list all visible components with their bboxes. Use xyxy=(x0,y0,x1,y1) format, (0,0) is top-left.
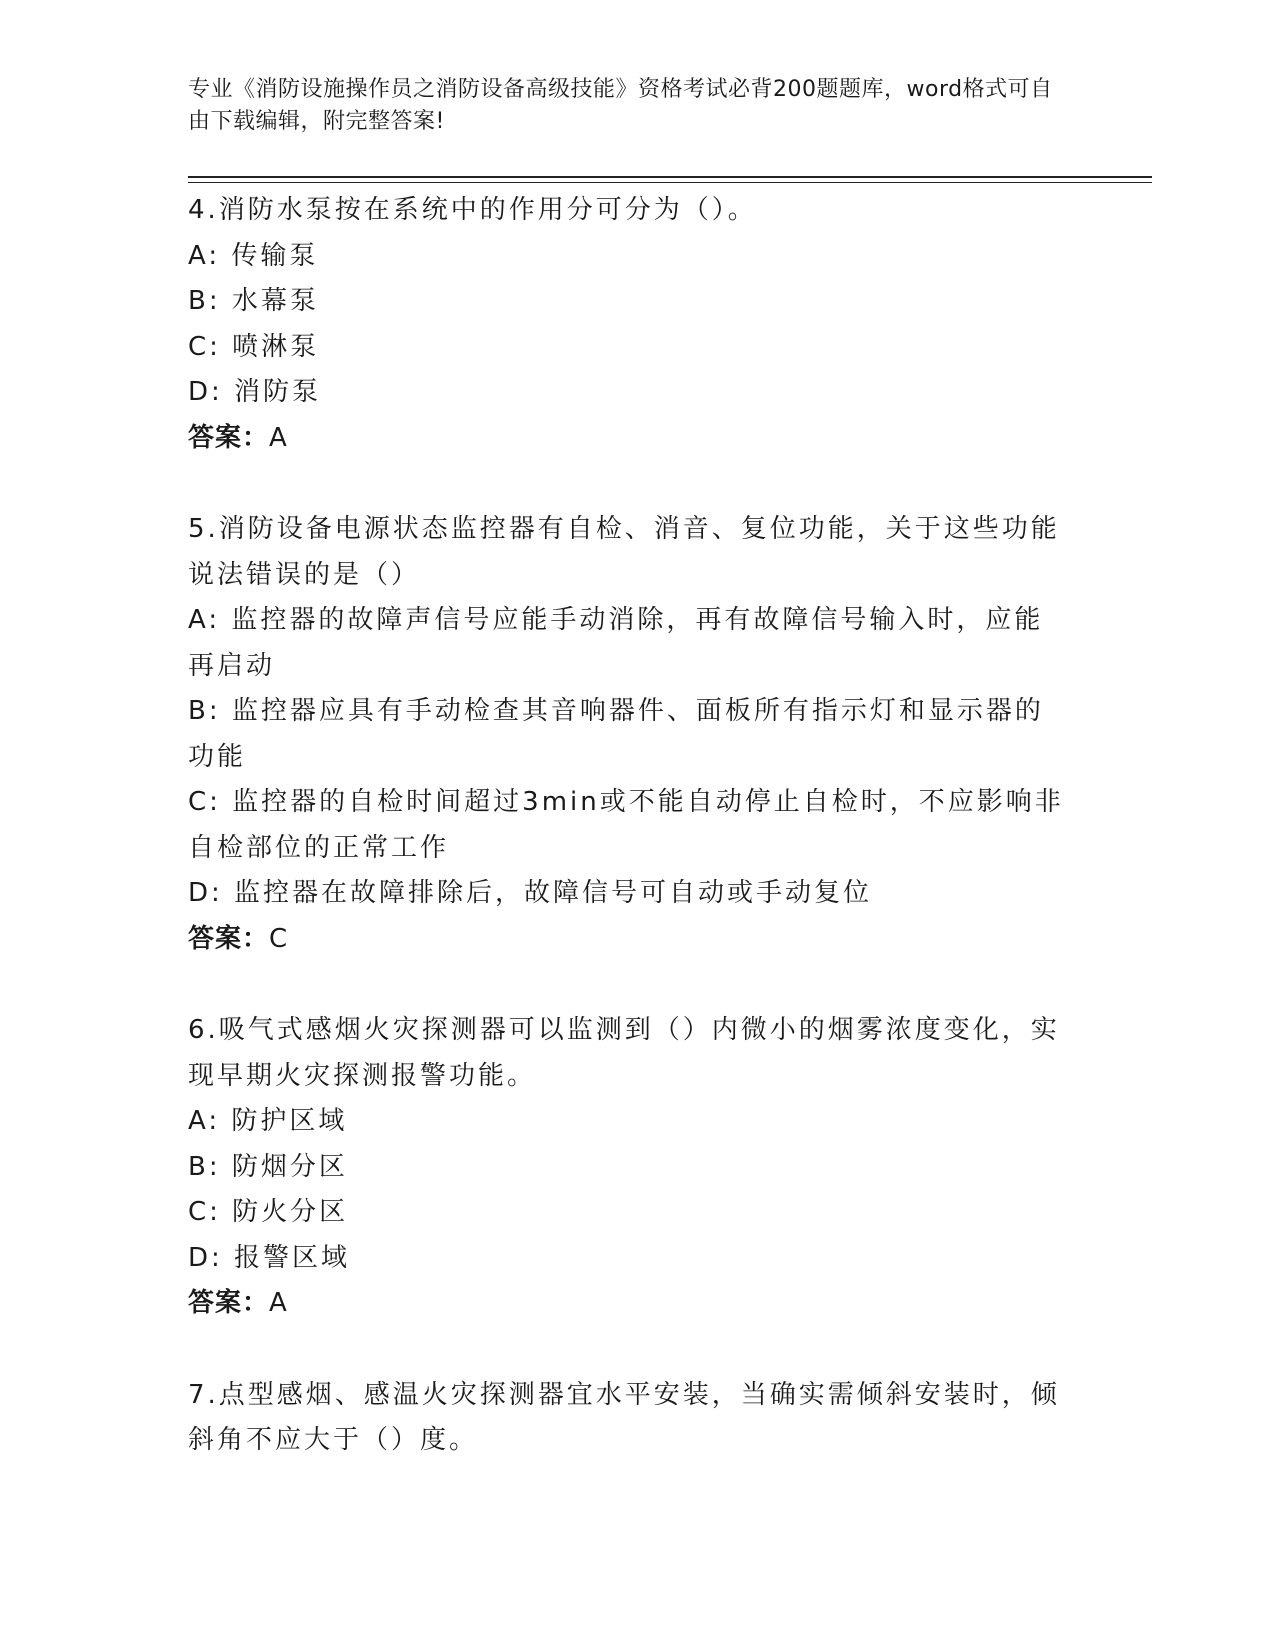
option-d: D: 监控器在故障排除后，故障信号可自动或手动复位 xyxy=(188,878,873,908)
question-stem: 5.消防设备电源状态监控器有自检、消音、复位功能，关于这些功能说法错误的是（） xyxy=(188,514,1060,590)
question-item xyxy=(188,1373,1068,1464)
option-c: C: 喷淋泵 xyxy=(188,331,320,362)
question-item xyxy=(188,188,1068,461)
answer-label: 答案： xyxy=(188,923,270,954)
question-item xyxy=(188,507,1068,962)
document-header: 专业《消防设施操作员之消防设备高级技能》资格考试必背200题题库，word格式可自由下载编辑，附完整答案! xyxy=(188,77,1053,134)
option-b: B: 监控器应具有手动检查其音响器件、面板所有指示灯和显示器的功能 xyxy=(188,696,1044,772)
header-divider-thick xyxy=(188,176,1152,178)
question-stem: 6.吸气式感烟火灾探测器可以监测到（）内微小的烟雾浓度变化，实现早期火灾探测报警功能。 xyxy=(188,1015,1060,1091)
option-a: A: 防护区域 xyxy=(188,1106,348,1136)
option-b: B: 水幕泵 xyxy=(188,286,319,316)
option-d: D: 消防泵 xyxy=(188,377,322,407)
answer-value: C xyxy=(269,923,289,954)
answer-value: A xyxy=(269,1288,288,1318)
answer-label: 答案： xyxy=(188,1288,270,1318)
question-stem: 7.点型感烟、感温火灾探测器宜水平安装，当确实需倾斜安装时，倾斜角不应大于（）度。 xyxy=(188,1379,1060,1455)
answer-line xyxy=(188,1281,1068,1327)
option-c: C: 防火分区 xyxy=(188,1197,349,1227)
option-c: C: 监控器的自检时间超过3min或不能自动停止自检时，不应影响非自检部位的正常工作 xyxy=(188,787,1064,863)
answer-value: A xyxy=(269,422,288,453)
option-b: B: 防烟分区 xyxy=(188,1151,348,1182)
header-divider-thin xyxy=(188,182,1152,183)
answer-label: 答案： xyxy=(188,422,270,453)
question-item xyxy=(188,1008,1068,1327)
option-a: A: 监控器的故障声信号应能手动消除，再有故障信号输入时，应能再启动 xyxy=(188,605,1044,681)
option-a: A: 传输泵 xyxy=(188,240,319,271)
answer-line xyxy=(188,416,1068,462)
answer-line xyxy=(188,917,1068,963)
question-stem: 4.消防水泵按在系统中的作用分可分为（）。 xyxy=(188,195,757,225)
question-list xyxy=(188,188,1068,1510)
option-d: D: 报警区域 xyxy=(188,1242,351,1273)
